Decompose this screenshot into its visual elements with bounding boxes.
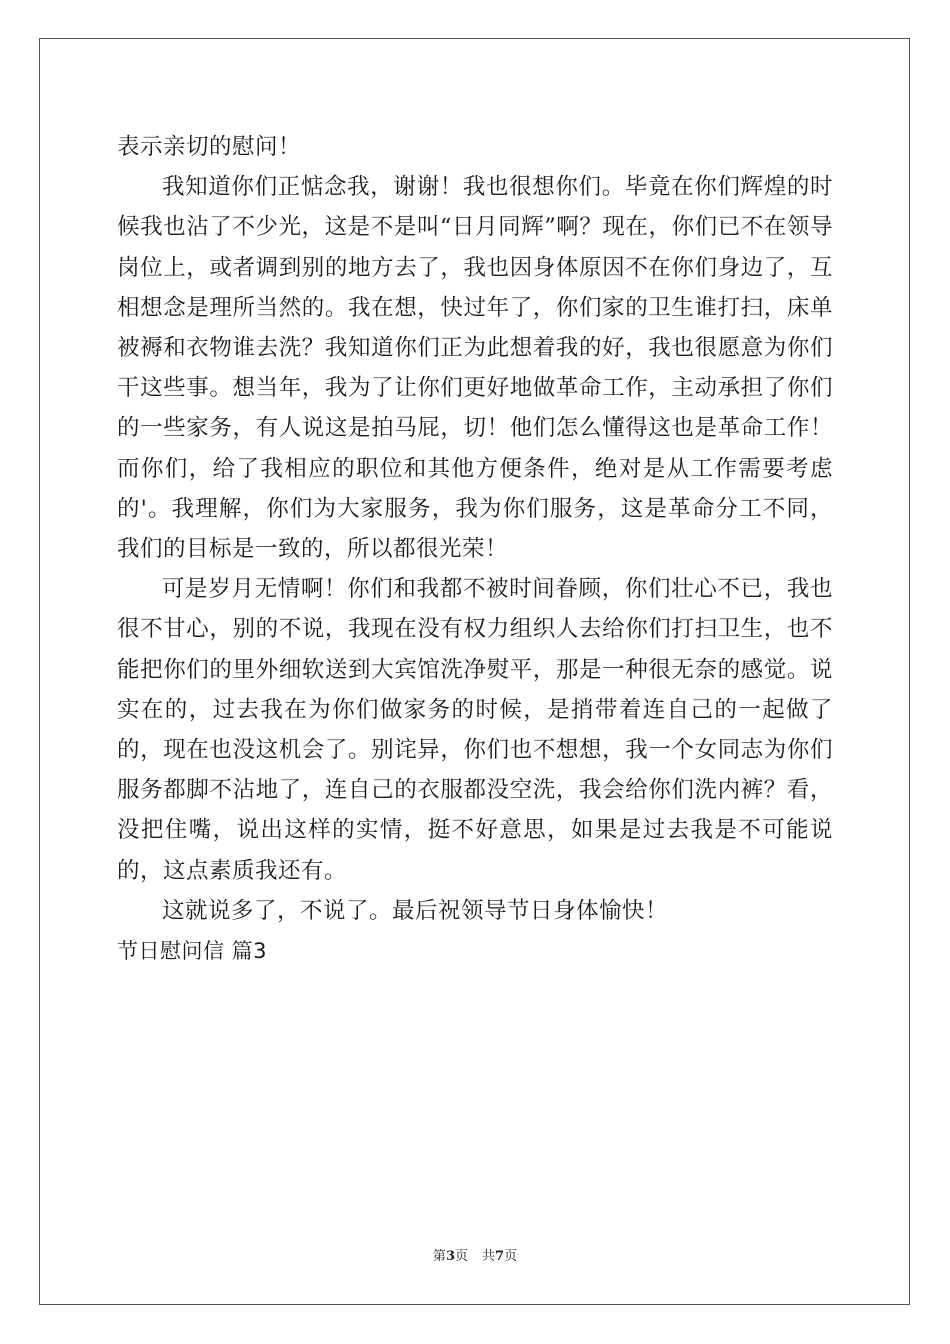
total-prefix: 共 [482, 1249, 496, 1264]
total-suffix: 页 [504, 1249, 518, 1264]
current-page-number: 3 [445, 1249, 455, 1264]
paragraph-2: 我知道你们正惦念我，谢谢！我也很想你们。毕竟在你们辉煌的时候我也沾了不少光，这是不是叫“日月同辉”啊？现在，你们已不在领导岗位上，或者调到别的地方去了，我也因身体原因不在你们身边了，互相想念是理所当然的。我在想，快过年了，你们家的卫生谁打扫，床单被褥和衣物谁去洗？我知道你们正为此想着我的好，我也很愿意为你们干这些事。想当年，我为了让你们更好地做革命工作，主动承担了你们的一些家务，有人说这是拍马屁，切！他们怎么懂得这也是革命工作！而你们，给了我相应的职位和其他方便条件，绝对是从工作需要考虑的'。我理解，你们为大家服务，我为你们服务，这是革命分工不同，我们的目标是一致的，所以都很光荣！ [117, 174, 833, 563]
section-heading: 节日慰问信 篇3 [117, 939, 268, 964]
paragraph-1: 表示亲切的慰问！ [117, 134, 302, 160]
page-suffix: 页 [454, 1249, 468, 1264]
page-footer [0, 1245, 950, 1264]
total-page-count: 7 [495, 1249, 505, 1264]
paragraph-4: 这就说多了，不说了。最后祝领导节日身体愉快！ [162, 897, 669, 924]
page-prefix: 第 [432, 1249, 446, 1264]
paragraph-3: 可是岁月无情啊！你们和我都不被时间眷顾，你们壮心不已，我也很不甘心，别的不说，我现在没有权力组织人去给你们打扫卫生，也不能把你们的里外细软送到大宾馆洗净熨平，那是一种很无奈的感觉。说实在的，过去我在为你们做家务的时候，是捎带着连自己的一起做了的，现在也没这机会了。别诧异，你们也不想想，我一个女同志为你们服务都脚不沾地了，连自己的衣服都没空洗，我会给你们洗内裤？看，没把住嘴，说出这样的实情，挺不好意思，如果是过去我是不可能说的，这点素质我还有。 [117, 576, 833, 884]
document-body [117, 127, 833, 971]
